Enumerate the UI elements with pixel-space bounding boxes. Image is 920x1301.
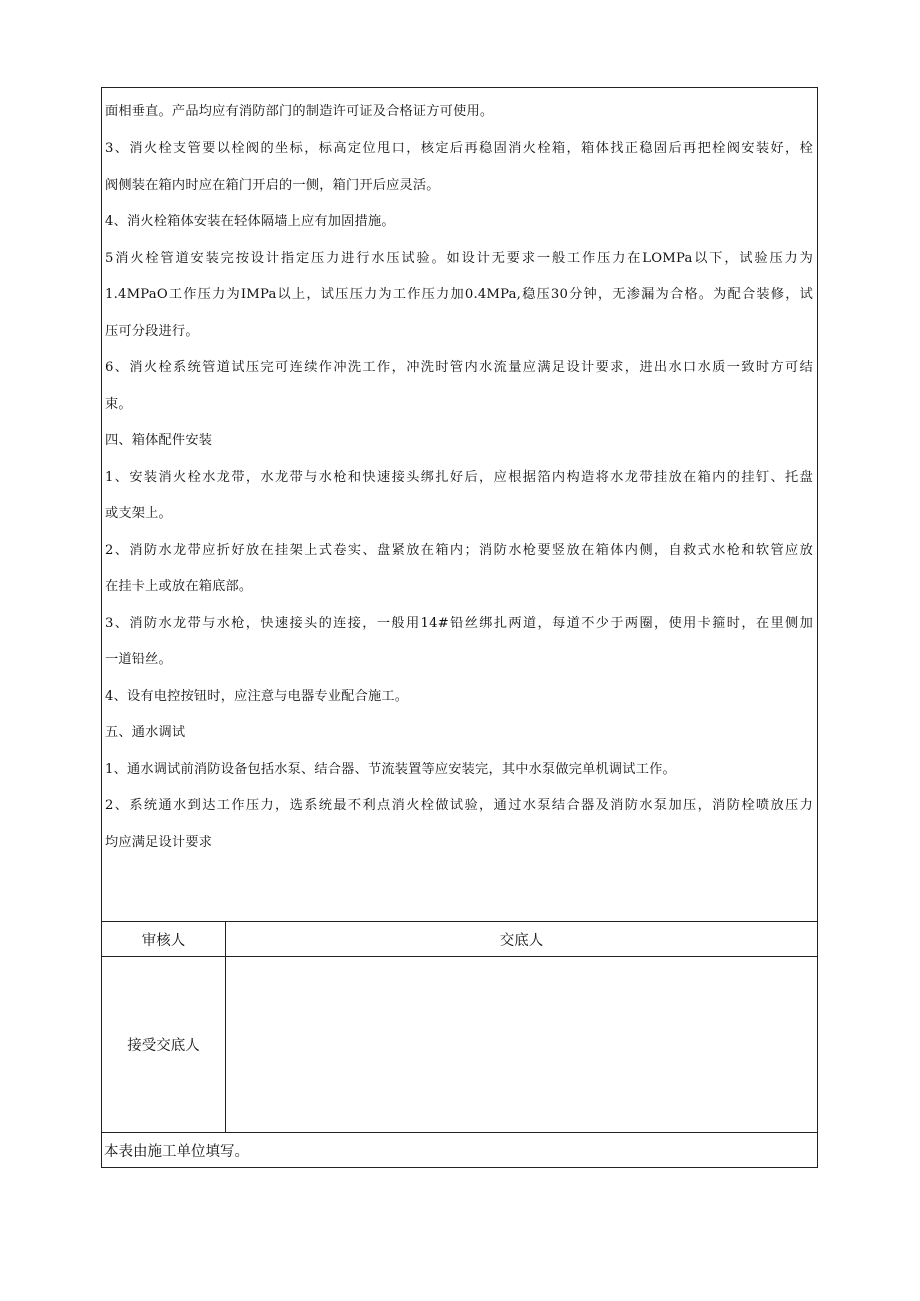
body-line: 阀侧装在箱内时应在箱门开启的一侧，箱门开后应灵活。 <box>105 178 440 193</box>
body-line: 一道铅丝。 <box>105 652 172 667</box>
body-line: 1、通水调试前消防设备包括水泵、结合器、节流装置等应安装完，其中水泵做完单机调试工作。 <box>105 762 676 777</box>
disclosure-form <box>101 87 818 1168</box>
body-line: 4、消火栓箱体安装在轻体隔墙上应有加固措施。 <box>105 214 395 229</box>
footer-note: 本表由施工单位填写。 <box>104 1143 249 1160</box>
body-line: 压可分段进行。 <box>105 324 199 339</box>
sign-header-row <box>102 922 817 957</box>
receiver-label: 接受交底人 <box>127 1038 200 1054</box>
receiver-signature-field[interactable] <box>226 957 817 1132</box>
section-heading: 四、箱体配件安装 <box>105 433 213 448</box>
body-line: 3、消火栓支管要以栓阀的坐标，标高定位甩口，核定后再稳固消火栓箱，箱体找正稳固后再把栓阀安装好，栓 <box>105 141 813 156</box>
body-line: 3、消防水龙带与水枪，快速接头的连接，一般用14#铅丝绑扎两道，每道不少于两圈，使用卡箍时，在里侧加 <box>105 616 813 631</box>
body-line: 5消火栓管道安装完按设计指定压力进行水压试验。如设计无要求一般工作压力在LOMPa以下，试验压力为 <box>105 251 813 266</box>
receiver-row <box>102 957 817 1133</box>
body-line: 4、设有电控按钮时，应注意与电器专业配合施工。 <box>105 689 409 704</box>
body-line: 1.4MPaO工作压力为IMPa以上，试压压力为工作压力加0.4MPa,稳压30分钟，无渗漏为合格。为配合装修，试 <box>105 287 813 302</box>
body-line: 2、系统通水到达工作压力，选系统最不利点消火栓做试验，通过水泵结合器及消防水泵加压，消防栓喷放压力 <box>105 798 813 813</box>
reviewer-label: 审核人 <box>141 932 186 949</box>
section-heading: 五、通水调试 <box>105 725 186 740</box>
body-line: 在挂卡上或放在箱底部。 <box>105 579 253 594</box>
body-line: 束。 <box>105 397 132 412</box>
disclosure-content <box>102 88 817 922</box>
body-line: 6、消火栓系统管道试压完可连续作冲洗工作，冲洗时管内水流量应满足设计要求，进出水口水质一致时方可结 <box>105 360 813 375</box>
body-line: 2、消防水龙带应折好放在挂架上式卷实、盘紧放在箱内；消防水枪要竖放在箱体内侧，自救式水枪和软管应放 <box>105 543 813 558</box>
body-line: 均应满足设计要求 <box>105 835 213 850</box>
body-line: 1、安装消火栓水龙带，水龙带与水枪和快速接头绑扎好后，应根据箔内构造将水龙带挂放在箱内的挂钉、托盘 <box>105 470 813 485</box>
body-line: 或支架上。 <box>105 506 172 521</box>
body-line: 面相垂直。产品均应有消防部门的制造许可证及合格证方可使用。 <box>105 104 494 119</box>
footer-row <box>102 1133 817 1167</box>
discloser-label: 交底人 <box>499 932 544 949</box>
